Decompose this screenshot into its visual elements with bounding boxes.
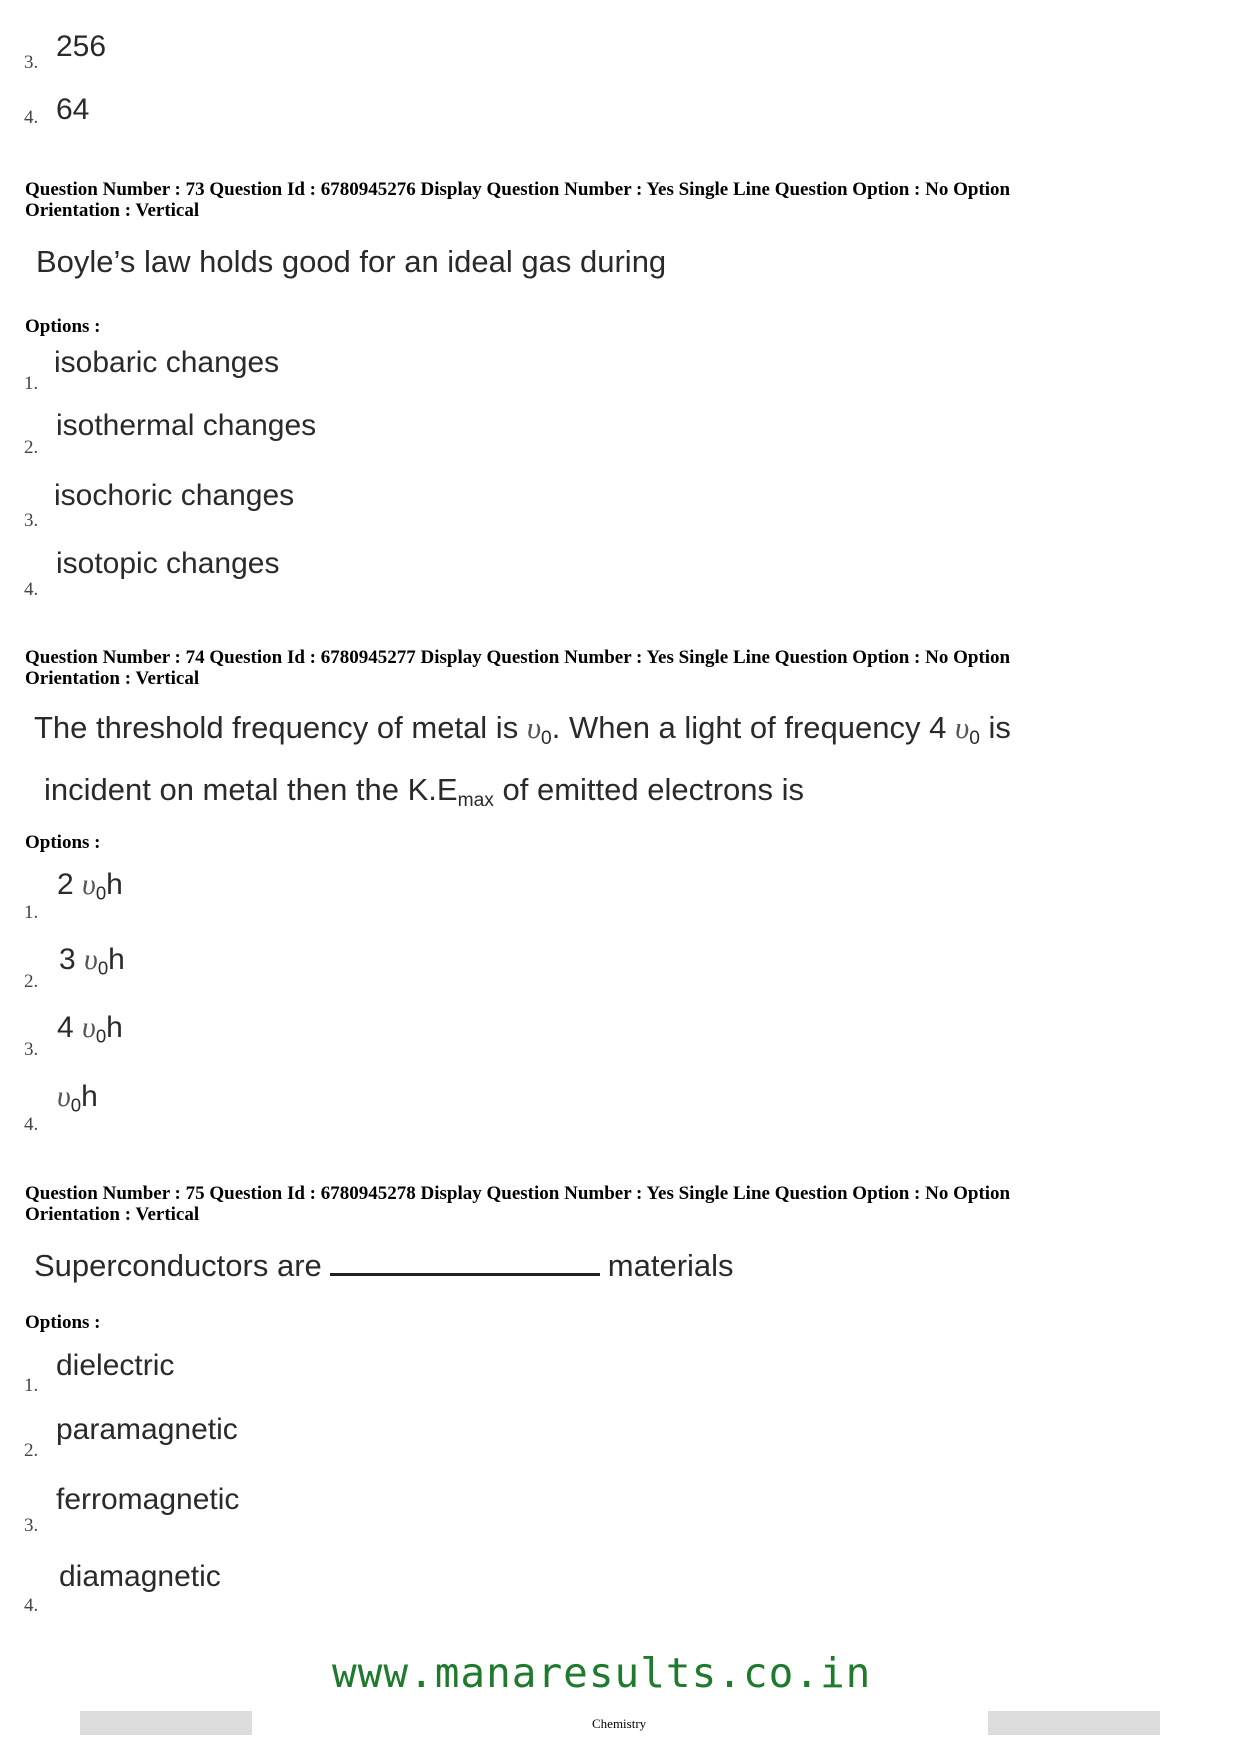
question-meta-line: Question Number : 73 Question Id : 6780945276 Display Question Number : Yes Single Line Question Option : No Option	[25, 179, 1011, 200]
option-text: 64	[56, 93, 90, 126]
question-text-74-line1: The threshold frequency of metal is $\upsilon_0$. When a light of frequency 4 $\upsilon_0$ is	[34, 710, 1011, 749]
watermark-url: www.manaresults.co.in	[332, 1649, 872, 1697]
question-meta-74	[25, 647, 1225, 689]
footer-right-bar	[988, 1711, 1160, 1735]
nu-symbol: υ	[57, 1080, 71, 1113]
option-text: isochoric changes	[54, 479, 295, 512]
question-text-73: Boyle’s law holds good for an ideal gas during	[36, 244, 667, 279]
option-number: 4.	[24, 1595, 39, 1616]
option-text: isobaric changes	[54, 346, 280, 379]
option-number: 3.	[24, 52, 39, 73]
option-text: ferromagnetic	[56, 1483, 240, 1516]
question-meta-line: Question Number : 74 Question Id : 6780945277 Display Question Number : Yes Single Line Question Option : No Option	[25, 647, 1011, 668]
option-text: diamagnetic	[59, 1560, 221, 1593]
question-meta-line: Orientation : Vertical	[25, 1204, 200, 1225]
question-text-75: Superconductors are materials	[34, 1248, 734, 1283]
options-label: Options :	[25, 1312, 101, 1333]
option-number: 2.	[24, 971, 39, 992]
question-meta-line: Orientation : Vertical	[25, 200, 200, 221]
option-number: 3.	[24, 1515, 39, 1536]
nu-symbol: υ	[954, 710, 970, 745]
option-text: 3 $\upsilon_0h$	[59, 943, 125, 979]
options-label: Options :	[25, 832, 101, 853]
footer-subject: Chemistry	[592, 1716, 647, 1731]
option-text: $\upsilon_0h$	[57, 1080, 98, 1116]
nu-symbol: υ	[82, 1011, 96, 1044]
option-number: 4.	[24, 1114, 39, 1135]
answer-blank	[330, 1251, 600, 1276]
footer-left-bar	[80, 1711, 252, 1735]
option-number: 1.	[24, 373, 39, 394]
option-number: 2.	[24, 437, 39, 458]
option-text: paramagnetic	[56, 1413, 238, 1446]
question-text-74-line2: incident on metal then the $K.E_{max}$ of emitted electrons is	[44, 772, 805, 811]
nu-symbol: υ	[82, 868, 96, 901]
question-meta-75	[25, 1183, 1225, 1225]
option-text: isotopic changes	[56, 547, 280, 580]
option-text: 256	[56, 30, 107, 63]
option-text: 2 $\upsilon_0h$	[57, 868, 123, 904]
question-meta-line: Question Number : 75 Question Id : 6780945278 Display Question Number : Yes Single Line Question Option : No Option	[25, 1183, 1011, 1204]
option-text: 4 $\upsilon_0h$	[57, 1011, 123, 1047]
option-number: 1.	[24, 1375, 39, 1396]
option-number: 3.	[24, 1039, 39, 1060]
nu-symbol: υ	[84, 943, 98, 976]
option-number: 4.	[24, 107, 39, 128]
question-meta-line: Orientation : Vertical	[25, 668, 200, 689]
option-text: dielectric	[56, 1349, 175, 1382]
nu-symbol: υ	[526, 710, 542, 745]
options-label: Options :	[25, 316, 101, 337]
option-number: 4.	[24, 579, 39, 600]
option-number: 2.	[24, 1440, 39, 1461]
option-number: 3.	[24, 510, 39, 531]
question-meta-73	[25, 179, 1225, 221]
option-text: isothermal changes	[56, 409, 317, 442]
option-number: 1.	[24, 902, 39, 923]
